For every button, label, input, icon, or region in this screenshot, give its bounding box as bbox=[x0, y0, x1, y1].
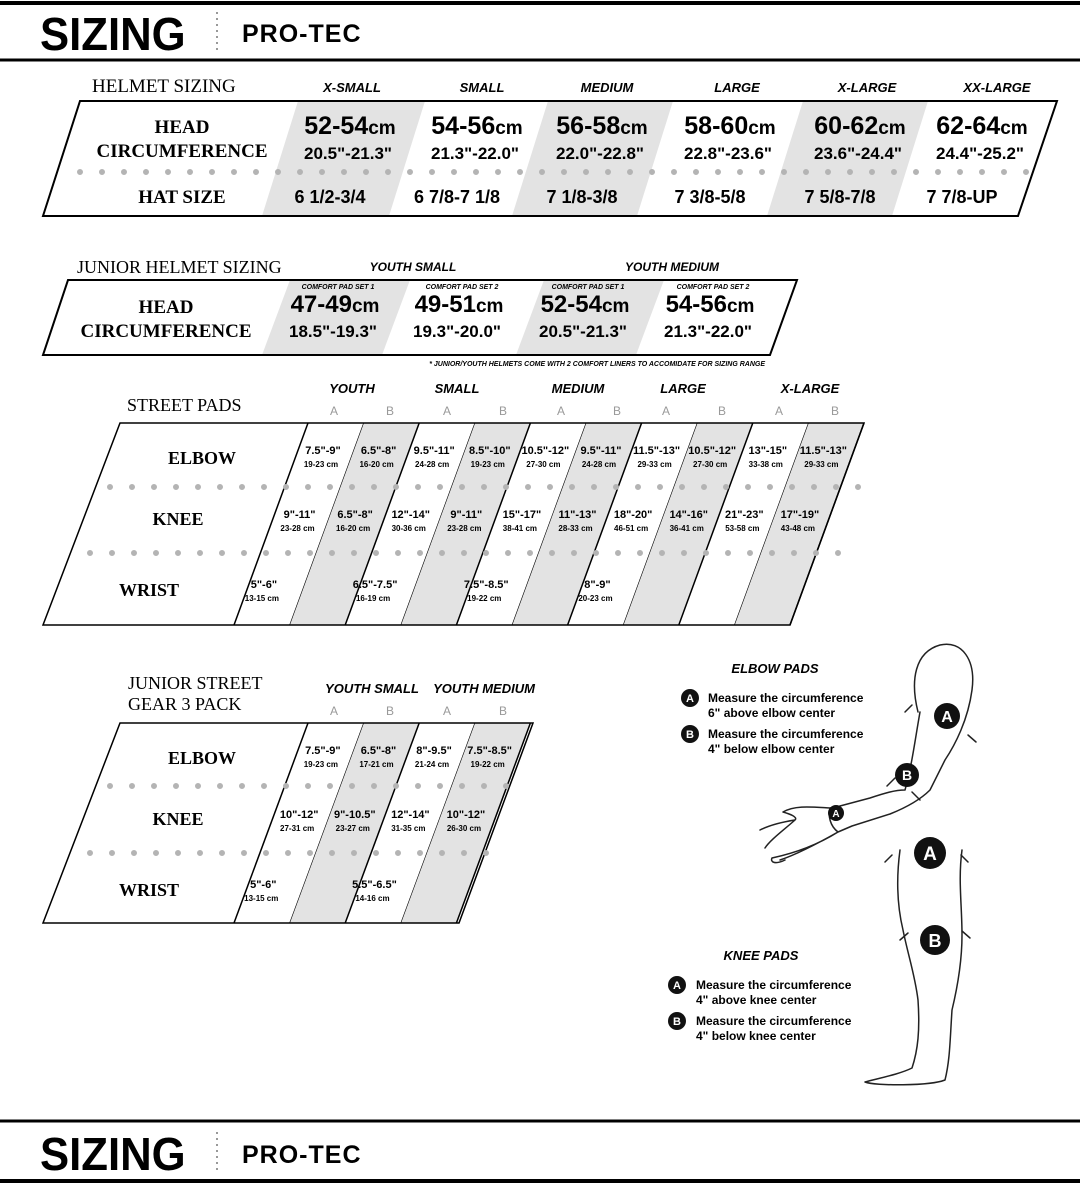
js-elbow-cell-3-cm: 19-22 cm bbox=[470, 760, 505, 769]
js-col-b-1: B bbox=[498, 704, 508, 718]
sp-col-a-1: A bbox=[442, 404, 452, 418]
sp-elbow-cell-7-inches: 10.5"-12" bbox=[688, 445, 737, 457]
helmet-size-medium: MEDIUM bbox=[580, 80, 634, 95]
sp-elbow-cell-3-cm: 19-23 cm bbox=[470, 460, 505, 469]
js-size-header-0: YOUTH SMALL bbox=[325, 681, 419, 696]
sp-elbow-cell-8-inches: 13"-15" bbox=[748, 445, 788, 457]
elbow-pads-title: ELBOW PADS bbox=[731, 661, 819, 676]
junior-helmet-pad-3: COMFORT PAD SET 2 bbox=[676, 284, 750, 291]
elbow-step-a-line1: Measure the circumference bbox=[708, 691, 864, 705]
helmet-size-small: SMALL bbox=[459, 80, 505, 95]
sp-knee-cell-1-inches: 6.5"-8" bbox=[337, 509, 373, 521]
js-knee-cell-1-inches: 9"-10.5" bbox=[333, 809, 376, 821]
leg-illustration bbox=[865, 850, 970, 1085]
helmet-row-label-circumference: CIRCUMFERENCE bbox=[96, 141, 268, 162]
junior-helmet-cm-1-value: 49-51 bbox=[414, 291, 476, 318]
junior-helmet-cm-3-unit: cm bbox=[726, 296, 755, 317]
sp-wrist-cell-3-cm: 20-23 cm bbox=[578, 594, 613, 603]
sp-knee-cell-6-cm: 46-51 cm bbox=[614, 524, 649, 533]
helmet-inches-0: 20.5"-21.3" bbox=[304, 144, 392, 163]
helmet-row-label-head: HEAD bbox=[154, 117, 210, 138]
js-elbow-cell-2-cm: 21-24 cm bbox=[414, 760, 450, 769]
street-pads-row-elbow: ELBOW bbox=[167, 448, 237, 468]
sp-wrist-cell-0-cm: 13-15 cm bbox=[244, 594, 280, 603]
sp-col-b-0: B bbox=[385, 404, 395, 418]
junior-helmet-pad-0: COMFORT PAD SET 1 bbox=[301, 284, 375, 291]
js-elbow-cell-2-inches: 8"-9.5" bbox=[416, 745, 452, 757]
js-knee-cell-0-inches: 10"-12" bbox=[279, 809, 319, 821]
sp-knee-cell-4-inches: 15"-17" bbox=[502, 509, 542, 521]
junior-street-row-elbow: ELBOW bbox=[167, 748, 237, 768]
sp-elbow-cell-3-inches: 8.5"-10" bbox=[468, 445, 511, 457]
sp-size-header-4: X-LARGE bbox=[780, 381, 840, 396]
sp-wrist-cell-2-inches: 7.5"-8.5" bbox=[463, 579, 509, 591]
helmet-hat-size-5: 7 7/8-UP bbox=[926, 187, 998, 207]
sp-elbow-cell-5-inches: 9.5"-11" bbox=[580, 445, 622, 457]
footer-brand-logo: PRO-TEC bbox=[242, 1141, 362, 1169]
sp-knee-cell-9-cm: 43-48 cm bbox=[780, 524, 816, 533]
helmet-inches-1: 21.3"-22.0" bbox=[431, 144, 519, 163]
elbow-pads-instructions bbox=[681, 661, 864, 756]
knee-step-a-letter: A bbox=[673, 980, 681, 992]
junior-helmet-inches-3: 21.3"-22.0" bbox=[664, 322, 752, 341]
sp-wrist-cell-1-inches: 6.5"-7.5" bbox=[352, 579, 398, 591]
sp-col-b-2: B bbox=[612, 404, 622, 418]
helmet-hat-size-2: 7 1/8-3/8 bbox=[546, 187, 618, 207]
js-wrist-cell-0-inches: 5"-6" bbox=[250, 879, 277, 891]
helmet-sizing-section bbox=[43, 76, 1057, 216]
sp-col-b-4: B bbox=[830, 404, 840, 418]
helmet-cm-3-unit: cm bbox=[748, 118, 776, 139]
junior-street-title-line2: GEAR 3 PACK bbox=[128, 694, 242, 714]
sp-elbow-cell-6-inches: 11.5"-13" bbox=[633, 445, 681, 457]
sp-col-a-2: A bbox=[556, 404, 566, 418]
sp-elbow-cell-9-cm: 29-33 cm bbox=[804, 460, 839, 469]
junior-helmet-inches-0: 18.5"-19.3" bbox=[289, 322, 377, 341]
street-pads-row-knee: KNEE bbox=[152, 509, 204, 529]
sp-col-a-0: A bbox=[329, 404, 339, 418]
header-brand-logo: PRO-TEC bbox=[242, 20, 362, 48]
helmet-size-x-large: X-LARGE bbox=[837, 80, 897, 95]
helmet-inches-2: 22.0"-22.8" bbox=[556, 144, 644, 163]
header-title: SIZING bbox=[40, 7, 186, 61]
sp-knee-cell-7-inches: 14"-16" bbox=[669, 509, 709, 521]
junior-helmet-cm-0-unit: cm bbox=[351, 296, 380, 317]
js-elbow-cell-1-cm: 17-21 cm bbox=[359, 760, 394, 769]
helmet-hat-size-0: 6 1/2-3/4 bbox=[294, 187, 366, 207]
helmet-size-large: LARGE bbox=[714, 80, 760, 95]
junior-helmet-pad-2: COMFORT PAD SET 1 bbox=[551, 284, 625, 291]
sp-knee-cell-3-cm: 23-28 cm bbox=[447, 524, 482, 533]
sp-knee-cell-0-cm: 23-28 cm bbox=[280, 524, 315, 533]
sp-knee-cell-2-inches: 12"-14" bbox=[391, 509, 431, 521]
sp-elbow-cell-4-inches: 10.5"-12" bbox=[521, 445, 570, 457]
leg-outline bbox=[865, 850, 962, 1085]
elbow-step-b-line2: 4" below elbow center bbox=[708, 742, 835, 756]
helmet-hat-size-3: 7 3/8-5/8 bbox=[674, 187, 746, 207]
junior-helmet-cm-2-unit: cm bbox=[601, 296, 630, 317]
sp-col-b-3: B bbox=[717, 404, 727, 418]
helmet-size-headers bbox=[322, 80, 1031, 95]
elbow-step-b-letter: B bbox=[686, 729, 694, 741]
footer bbox=[0, 1121, 1080, 1181]
knee-step-b-letter: B bbox=[673, 1016, 681, 1028]
sp-size-header-3: LARGE bbox=[660, 381, 706, 396]
junior-helmet-cm-2 bbox=[541, 291, 630, 318]
js-elbow-cell-1-inches: 6.5"-8" bbox=[360, 745, 397, 757]
knee-step-a-line1: Measure the circumference bbox=[696, 978, 852, 992]
elbow-step-b-line1: Measure the circumference bbox=[708, 727, 864, 741]
sp-size-header-1: SMALL bbox=[434, 381, 480, 396]
sp-knee-cell-8-inches: 21"-23" bbox=[725, 509, 764, 521]
junior-street-row-knee: KNEE bbox=[152, 809, 204, 829]
sp-knee-cell-8-cm: 53-58 cm bbox=[725, 524, 760, 533]
sp-elbow-cell-5-cm: 24-28 cm bbox=[581, 460, 617, 469]
sp-wrist-cell-0-inches: 5"-6" bbox=[250, 579, 278, 591]
sp-col-a-4: A bbox=[774, 404, 784, 418]
helmet-inches-5: 24.4"-25.2" bbox=[936, 144, 1024, 163]
junior-street-headers bbox=[325, 681, 536, 718]
helmet-cm-4-unit: cm bbox=[878, 118, 906, 139]
helmet-cm-1-value: 54-56 bbox=[431, 112, 496, 140]
header bbox=[0, 3, 1080, 60]
leg-badges bbox=[914, 837, 950, 955]
footer-title: SIZING bbox=[40, 1127, 186, 1181]
js-elbow-cell-3-inches: 7.5"-8.5" bbox=[467, 745, 512, 757]
junior-helmet-group-youth-medium: YOUTH MEDIUM bbox=[625, 260, 719, 274]
sp-size-header-0: YOUTH bbox=[329, 381, 375, 396]
js-wrist-cell-1-inches: 5.5"-6.5" bbox=[352, 879, 397, 891]
js-knee-cell-2-inches: 12"-14" bbox=[391, 809, 430, 821]
js-wrist-cell-1-cm: 14-16 cm bbox=[355, 894, 390, 903]
knee-badge-a-letter: A bbox=[923, 844, 937, 865]
helmet-hat-size-1: 6 7/8-7 1/8 bbox=[413, 187, 501, 207]
sp-knee-cell-7-cm: 36-41 cm bbox=[669, 524, 704, 533]
sp-elbow-cell-0-cm: 19-23 cm bbox=[303, 460, 339, 469]
helmet-cm-0-unit: cm bbox=[368, 118, 396, 139]
junior-helmet-row-label-head: HEAD bbox=[138, 297, 194, 318]
sp-elbow-cell-7-cm: 27-30 cm bbox=[693, 460, 728, 469]
junior-street-title-line1: JUNIOR STREET bbox=[128, 673, 263, 693]
js-knee-cell-0-cm: 27-31 cm bbox=[280, 824, 315, 833]
sp-elbow-cell-6-cm: 29-33 cm bbox=[637, 460, 672, 469]
helmet-cm-5 bbox=[936, 112, 1027, 140]
junior-helmet-cm-2-value: 52-54 bbox=[540, 291, 602, 318]
junior-street-row-wrist: WRIST bbox=[118, 880, 180, 900]
js-col-line-0 bbox=[234, 723, 308, 923]
sp-wrist-cell-2-cm: 19-22 cm bbox=[467, 594, 502, 603]
sp-col-b-1: B bbox=[498, 404, 508, 418]
helmet-cm-1 bbox=[431, 112, 522, 140]
junior-helmet-cm-0-value: 47-49 bbox=[290, 291, 352, 318]
junior-helmet-row-label-circumference: CIRCUMFERENCE bbox=[80, 321, 252, 342]
arm-badge-a-letter: A bbox=[941, 709, 953, 726]
helmet-sizing-title: HELMET SIZING bbox=[92, 76, 236, 97]
street-pads-title: STREET PADS bbox=[127, 395, 242, 415]
js-wrist-cell-0-cm: 13-15 cm bbox=[244, 894, 279, 903]
sp-elbow-cell-9-inches: 11.5"-13" bbox=[799, 445, 847, 457]
js-col-a-1: A bbox=[442, 704, 452, 718]
helmet-cm-1-unit: cm bbox=[495, 118, 523, 139]
knee-step-a-line2: 4" above knee center bbox=[696, 993, 817, 1007]
elbow-step-a-letter: A bbox=[686, 693, 694, 705]
sp-knee-cell-9-inches: 17"-19" bbox=[780, 509, 820, 521]
street-pads-section bbox=[43, 381, 864, 625]
helmet-cm-2-unit: cm bbox=[620, 118, 648, 139]
knee-step-b-line1: Measure the circumference bbox=[696, 1014, 852, 1028]
junior-helmet-pad-1: COMFORT PAD SET 2 bbox=[425, 284, 499, 291]
sp-knee-cell-6-inches: 18"-20" bbox=[613, 509, 653, 521]
junior-helmet-cm-0 bbox=[291, 291, 380, 318]
helmet-cm-5-value: 62-64 bbox=[936, 112, 1001, 140]
wrist-badge-a-letter: A bbox=[832, 809, 840, 820]
js-elbow-cell-0-inches: 7.5"-9" bbox=[305, 745, 341, 757]
js-knee-cell-1-cm: 23-27 cm bbox=[335, 824, 370, 833]
js-elbow-cell-0-cm: 19-23 cm bbox=[303, 760, 338, 769]
sp-knee-cell-5-inches: 11"-13" bbox=[558, 509, 597, 521]
helmet-hat-size-4: 7 5/8-7/8 bbox=[804, 187, 876, 207]
elbow-step-a-line2: 6" above elbow center bbox=[708, 706, 836, 720]
helmet-size-x-small: X-SMALL bbox=[323, 80, 381, 95]
sp-knee-cell-4-cm: 38-41 cm bbox=[502, 524, 538, 533]
sp-knee-cell-2-cm: 30-36 cm bbox=[391, 524, 426, 533]
helmet-row-label-hat-size: HAT SIZE bbox=[138, 187, 226, 208]
sp-wrist-cell-3-inches: 8"-9" bbox=[584, 579, 611, 591]
sp-elbow-cell-0-inches: 7.5"-9" bbox=[305, 445, 341, 457]
sp-knee-cell-0-inches: 9"-11" bbox=[283, 509, 316, 521]
sp-elbow-cell-2-inches: 9.5"-11" bbox=[413, 445, 455, 457]
helmet-cm-2-value: 56-58 bbox=[556, 112, 621, 140]
helmet-cm-3-value: 58-60 bbox=[684, 112, 749, 140]
js-knee-cell-3-inches: 10"-12" bbox=[446, 809, 486, 821]
sp-knee-cell-1-cm: 16-20 cm bbox=[336, 524, 371, 533]
sp-knee-cell-5-cm: 28-33 cm bbox=[558, 524, 593, 533]
junior-helmet-cm-1 bbox=[415, 291, 504, 318]
helmet-cm-4-value: 60-62 bbox=[814, 112, 879, 140]
sp-size-header-2: MEDIUM bbox=[551, 381, 605, 396]
sp-elbow-cell-8-cm: 33-38 cm bbox=[748, 460, 783, 469]
junior-helmet-cm-1-unit: cm bbox=[475, 296, 504, 317]
sp-elbow-cell-1-inches: 6.5"-8" bbox=[360, 445, 397, 457]
js-knee-cell-2-cm: 31-35 cm bbox=[391, 824, 426, 833]
knee-badge-b-letter: B bbox=[928, 931, 942, 951]
sp-elbow-cell-1-cm: 16-20 cm bbox=[359, 460, 394, 469]
arm-badge-b-letter: B bbox=[901, 767, 913, 783]
sp-elbow-cell-4-cm: 27-30 cm bbox=[526, 460, 561, 469]
junior-helmet-footnote: * JUNIOR/YOUTH HELMETS COME WITH 2 COMFORT LINERS TO ACCOMIDATE FOR SIZING RANGE bbox=[429, 361, 765, 368]
junior-helmet-inches-2: 20.5"-21.3" bbox=[539, 322, 627, 341]
junior-helmet-section bbox=[43, 257, 797, 368]
junior-street-section bbox=[43, 673, 536, 923]
js-col-b-0: B bbox=[385, 704, 395, 718]
street-pads-row-wrist: WRIST bbox=[118, 580, 180, 600]
helmet-cm-5-unit: cm bbox=[1000, 118, 1028, 139]
knee-pads-title: KNEE PADS bbox=[723, 948, 799, 963]
js-knee-cell-3-cm: 26-30 cm bbox=[446, 824, 482, 833]
sp-col-a-3: A bbox=[661, 404, 671, 418]
helmet-inches-4: 23.6"-24.4" bbox=[814, 144, 902, 163]
junior-helmet-inches-1: 19.3"-20.0" bbox=[413, 322, 501, 341]
js-col-a-0: A bbox=[329, 704, 339, 718]
helmet-cm-3 bbox=[684, 112, 775, 140]
junior-helmet-cm-3 bbox=[666, 291, 755, 318]
junior-helmet-cm-3-value: 54-56 bbox=[665, 291, 727, 318]
knee-step-b-line2: 4" below knee center bbox=[696, 1029, 816, 1043]
junior-helmet-group-youth-small: YOUTH SMALL bbox=[369, 260, 457, 274]
knee-pads-instructions bbox=[668, 948, 852, 1043]
helmet-size-xx-large: XX-LARGE bbox=[963, 80, 1031, 95]
junior-helmet-title: JUNIOR HELMET SIZING bbox=[77, 257, 282, 277]
sp-elbow-cell-2-cm: 24-28 cm bbox=[415, 460, 450, 469]
helmet-cm-0-value: 52-54 bbox=[304, 112, 369, 140]
sp-wrist-cell-1-cm: 16-19 cm bbox=[355, 594, 391, 603]
helmet-inches-3: 22.8"-23.6" bbox=[684, 144, 772, 163]
street-pads-headers bbox=[329, 381, 839, 418]
js-size-header-1: YOUTH MEDIUM bbox=[433, 681, 535, 696]
sp-knee-cell-3-inches: 9"-11" bbox=[450, 509, 483, 521]
